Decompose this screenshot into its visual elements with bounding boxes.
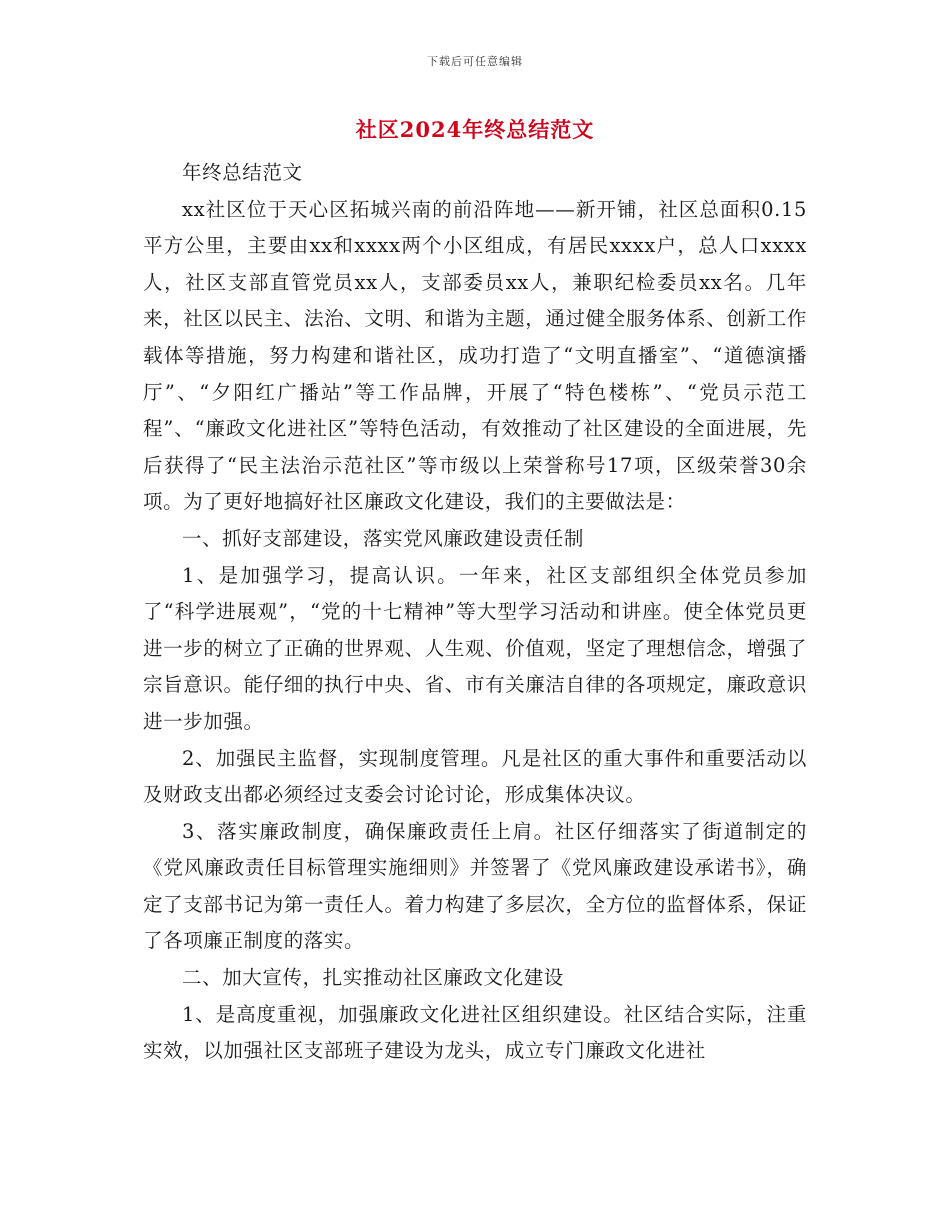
section-heading-1: 一、抓好支部建设，落实党风廉政建设责任制 bbox=[182, 526, 585, 550]
paragraph-item: 2、加强民主监督，实现制度管理。凡是社区的重大事件和重要活动以及财政支出都必须经过支委会讨论讨论，形成集体决议。 bbox=[143, 746, 807, 807]
paragraph-subtitle: 年终总结范文 bbox=[182, 161, 303, 184]
paragraph-item: 1、是加强学习，提高认识。一年来，社区支部组织全体党员参加了“科学进展观”，“党的十七精神”等大型学习活动和讲座。使全体党员更进一步的树立了正确的世界观、人生观、价值观，坚定了理想信念，增强了宗旨意识。能仔细的执行中央、省、市有关廉洁自律的各项规定，廉政意识进一步加强。 bbox=[143, 563, 807, 733]
page-header-note: 下载后可任意编辑 bbox=[427, 55, 523, 68]
document-body bbox=[143, 155, 807, 1070]
paragraph-item: 1、是高度重视，加强廉政文化进社区组织建设。社区结合实际，注重实效，以加强社区支部班子建设为龙头，成立专门廉政文化进社 bbox=[143, 1002, 807, 1063]
document-title: 社区2024年终总结范文 bbox=[355, 117, 595, 142]
paragraph-item: 3、落实廉政制度，确保廉政责任上肩。社区仔细落实了街道制定的《党风廉政责任目标管理实施细则》并签署了《党风廉政建设承诺书》，确定了支部书记为第一责任人。着力构建了多层次，全方位的监督体系，保证了各项廉正制度的落实。 bbox=[143, 819, 807, 953]
section-heading-2: 二、加大宣传，扎实推动社区廉政文化建设 bbox=[182, 966, 564, 990]
paragraph-intro: xx社区位于天心区拓城兴南的前沿阵地——新开铺，社区总面积0.15平方公里，主要由xx和xxxx两个小区组成，有居民xxxx户，总人口xxxx人，社区支部直管党员xx人，支部委员xx人，兼职纪检委员xx名。几年来，社区以民主、法治、文明、和谐为主题，通过健全服务体系、创新工作载体等措施，努力构建和谐社区，成功打造了“文明直播室”、“道德演播厅”、“夕阳红广播站”等工作品牌，开展了“特色楼栋”、“党员示范工程”、“廉政文化进社区”等特色活动，有效推动了社区建设的全面进展，先后获得了“民主法治示范社区”等市级以上荣誉称号17项，区级荣誉30余项。为了更好地搞好社区廉政文化建设，我们的主要做法是： bbox=[143, 197, 807, 514]
